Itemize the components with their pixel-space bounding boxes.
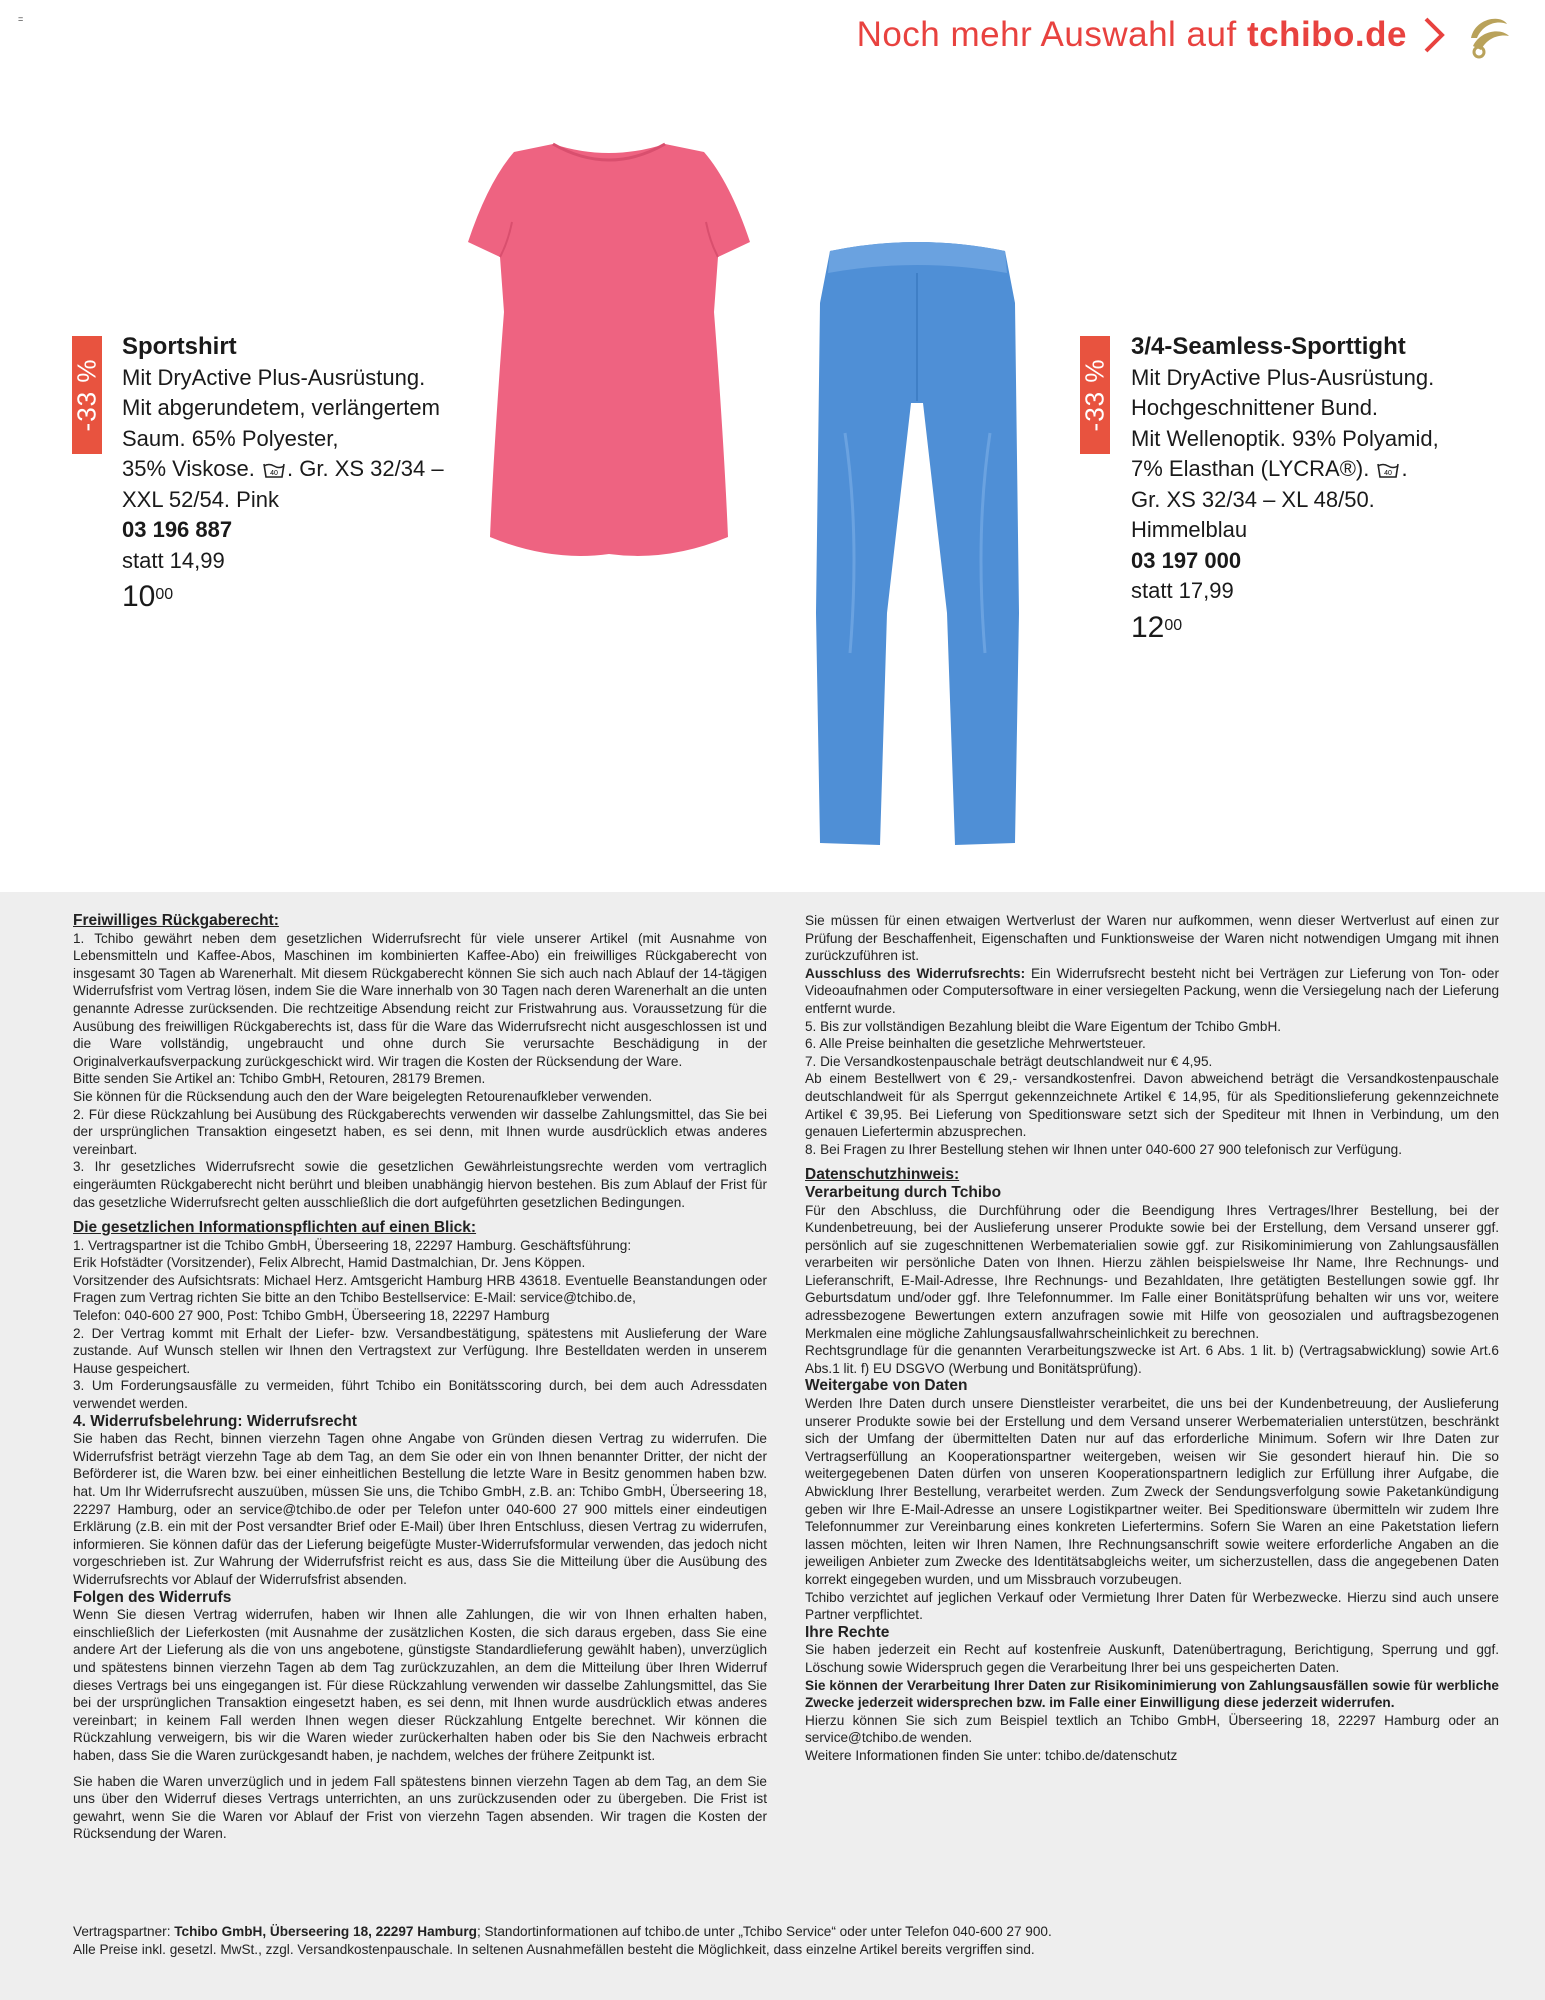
legal-paragraph: Ausschluss des Widerrufsrechts: Ein Widerrufsrecht besteht nicht bei Verträgen zur Lieferung von Ton- oder Videoaufnahmen oder Computersoftware in einer versiegelten Packung, wenn die Versiegelung nach der Lieferung entfernt wurde. (805, 965, 1499, 1016)
heading-voluntary-return: Freiwilliges Rückgaberecht: (73, 912, 279, 929)
legal-paragraph: 5. Bis zur vollständigen Bezahlung bleibt die Ware Eigentum der Tchibo GmbH. (805, 1018, 1282, 1034)
product-sporttight[interactable] (1131, 332, 1439, 643)
legal-paragraph: 3. Um Forderungsausfälle zu vermeiden, führt Tchibo ein Bonitätsscoring durch, bei dem auch Adressdaten verwendet werden. (73, 1378, 767, 1412)
article-number: 03 197 000 (1131, 547, 1242, 573)
product-desc-line: 35% Viskose. 40 . Gr. XS 32/34 – (122, 456, 444, 481)
legal-paragraph: Hierzu können Sie sich zum Beispiel textlich an Tchibo GmbH, Überseering 18, 22297 Hamburg oder an service@tchibo.de wenden. (805, 1712, 1499, 1746)
legal-paragraph: 2. Für diese Rückzahlung bei Ausübung des Rückgaberechts verwenden wir dasselbe Zahlungsmittel, das Sie bei der ursprünglichen Transaktion eingesetzt haben, es sei denn, mit Ihnen wurde ausdrücklich etwas anderes vereinbart. (73, 1106, 767, 1157)
heading-your-rights: Ihre Rechte (805, 1623, 890, 1641)
discount-badge: -33 % (1080, 336, 1110, 454)
legal-paragraph: 1. Vertragspartner ist die Tchibo GmbH, Überseering 18, 22297 Hamburg. Geschäftsführung: (73, 1237, 632, 1253)
footer-line: Alle Preise inkl. gesetzl. MwSt., zzgl. Versandkostenpauschale. In seltenen Ausnahmefällen besteht die Möglichkeit, dass einzelne Artikel bereits vergriffen sind. (73, 1942, 1035, 1957)
product-desc-line: Hochgeschnittener Bund. (1131, 395, 1379, 420)
legal-column-left (73, 912, 767, 1843)
product-desc-line: Mit Wellenoptik. 93% Polyamid, (1131, 425, 1439, 451)
legal-paragraph: Sie haben jederzeit ein Recht auf kostenfreie Auskunft, Datenübertragung, Berichtigung, Sperrung und ggf. Löschung sowie Widerspruch gegen die Verarbeitung Ihrer bei uns gespeicherten Daten. (805, 1642, 1499, 1675)
price: $12^{00}$ (1131, 610, 1183, 644)
svg-text:40: 40 (270, 470, 278, 478)
article-number: 03 196 887 (122, 517, 233, 542)
legal-paragraph: Wenn Sie diesen Vertrag widerrufen, haben wir Ihnen alle Zahlungen, die wir von Ihnen erhalten haben, einschließlich der Lieferkosten (mit Ausnahme der zusätzlichen Kosten, die sich daraus ergeben, dass Sie eine andere Art der Lieferung als die von uns angebotene, günstigste Standardlieferung gewählt haben), unverzüglich und spätestens binnen vierzehn Tagen ab dem Tag zurückzuzahlen, an dem die Mitteilung über Ihren Widerruf dieses Vertrags bei uns eingegangen ist. Für diese Rückzahlung verwenden wir dasselbe Zahlungsmittel, das Sie bei der ursprünglichen Transaktion eingesetzt haben, es sei denn, mit Ihnen wurde ausdrücklich etwas anderes vereinbart; in keinem Fall werden Ihnen wegen dieser Rückzahlung Entgelte berechnet. Wir können die Rückzahlung verweigern, bis wir die Waren wieder zurückerhalten haben oder bis Sie den Nachweis erbracht haben, dass Sie die Waren zurückgesandt haben, je nachdem, welches der frühere Zeitpunkt ist. (73, 1607, 767, 1763)
legal-paragraph: Sie können für die Rücksendung auch den der Ware beigelegten Retourenaufkleber verwenden. (73, 1088, 653, 1104)
privacy-link[interactable]: Weitere Informationen finden Sie unter: tchibo.de/datenschutz (805, 1747, 1178, 1763)
legal-paragraph: Bitte senden Sie Artikel an: Tchibo GmbH, Retouren, 28179 Bremen. (73, 1071, 486, 1087)
heading-information-duties: Die gesetzlichen Informationspflichten auf einen Blick: (73, 1219, 477, 1237)
product-desc-line: Mit abgerundetem, verlängertem (122, 395, 440, 420)
legal-paragraph: 3. Ihr gesetzliches Widerrufsrecht sowie die gesetzlichen Gewährleistungsrechte werden vom vertraglich eingeräumten Rückgaberecht nicht berührt und bleiben unabhängig hiervon bestehen. Bis zum Ablauf der Frist für das gesetzliche Widerrufsrecht gelten ausschließlich die dort aufgeführten gesetzlichen Bedingungen. (73, 1159, 767, 1210)
product-desc-line: Mit DryActive Plus-Ausrüstung. (1131, 364, 1435, 390)
discount-badge: -33 % (72, 336, 102, 454)
heading-withdrawal: 4. Widerrufsbelehrung: Widerrufsrecht (73, 1412, 357, 1430)
legal-paragraph: Sie haben die Waren unverzüglich und in jedem Fall spätestens binnen vierzehn Tagen ab dem Tag, an dem Sie uns über den Widerruf dieses Vertrags unterrichten, an uns zurückzusenden oder zu übergeben. Die Frist ist gewahrt, wenn Sie die Waren vor Ablauf der Frist von vierzehn Tagen absenden. Wir tragen die Kosten der Rücksendung der Waren. (73, 1773, 767, 1842)
legal-paragraph: Sie haben das Recht, binnen vierzehn Tagen ohne Angabe von Gründen diesen Vertrag zu widerrufen. Die Widerrufsfrist beträgt vierzehn Tage ab dem Tag, an dem Sie oder ein von Ihnen benannter Dritter, der nicht der Beförderer ist, die Waren bzw. bei einer einheitlichen Bestellung die letzte Ware in Besitz genommen haben bzw. hat. Um Ihr Widerrufsrecht auszuüben, müssen Sie uns, die Tchibo GmbH, z.B. an: Tchibo GmbH, Überseering 18, 22297 Hamburg, oder an service@tchibo.de oder per Telefon unter 040-600 27 900 mittels einer eindeutigen Erklärung (z.B. ein mit der Post versandter Brief oder E-Mail) über Ihren Entschluss, diesen Vertrag zu widerrufen, informieren. Sie können dafür das der Lieferung beigefügte Muster-Widerrufsformular verwenden, das jedoch nicht vorgeschrieben ist. Zur Wahrung der Widerrufsfrist reicht es aus, dass Sie die Mitteilung über die Ausübung des Widerrufsrechts vor Ablauf der Widerrufsfrist absenden. (73, 1431, 767, 1587)
footer-line: Vertragspartner: Tchibo GmbH, Überseering 18, 22297 Hamburg; Standortinformationen auf tchibo.de unter „Tchibo Service“ oder unter Telefon 040-600 27 900. (73, 1924, 1052, 1939)
legal-paragraph: 6. Alle Preise beinhalten die gesetzliche Mehrwertsteuer. (805, 1036, 1146, 1052)
legal-paragraph: 7. Die Versandkostenpauschale beträgt deutschlandweit nur € 4,95. (805, 1053, 1213, 1069)
tchibo-logo-icon (1461, 8, 1515, 62)
product-desc-line: Himmelblau (1131, 517, 1248, 542)
blue-sporttight-image[interactable] (805, 233, 1030, 845)
product-desc-line: Mit DryActive Plus-Ausrüstung. (122, 364, 426, 390)
corner-mark: = (18, 14, 24, 24)
product-desc-line: XXL 52/54. Pink (122, 486, 279, 512)
legal-paragraph: 8. Bei Fragen zu Ihrer Bestellung stehen wir Ihnen unter 040-600 27 900 telefonisch zur Verfügung. (805, 1141, 1402, 1157)
legal-paragraph: Für den Abschluss, die Durchführung oder die Beendigung Ihres Vertrages/Ihrer Bestellung, bei der Kundenbetreuung, bei der Auslieferung unserer Produkte sowie bei der Erstellung, dem Versand unserer ggf. persönlich auf sie zugeschnittenen Werbematerialien sowie ggf. zur Risikominimierung von Zahlungsausfällen verarbeiten wir persönliche Daten von Ihnen. Hierzu zählen beispielsweise Ihr Name, Ihre Rechnungs- und Lieferanschrift, E-Mail-Adresse, Ihre Rechnungs- und Bezahldaten, Ihre getätigten Bestellungen sowie ggf. Ihr Geburtsdatum und/oder ggf. Ihre Telefonnummer. Im Falle einer Bonitätsprüfung behalten wir uns vor, weitere adressbezogene Bewertungen extern anzufragen sowie mit Hilfe von geosozialen und auftragsbezogenen Merkmalen eine mögliche Zahlungsausfallwahrscheinlichkeit zu berechnen. (805, 1202, 1499, 1341)
chevron-right-icon (1421, 15, 1447, 55)
pink-sportshirt-image[interactable] (468, 142, 750, 557)
legal-paragraph: Werden Ihre Daten durch unsere Dienstleister verarbeitet, die uns bei der Kundenbetreuung, der Auslieferung unserer Produkte sowie bei der Erstellung und dem Versand unserer Werbematerialien unterstützen, beschränkt sich der Umfang der übermittelten Daten nur auf das erforderliche Minimum. Sofern wir Ihre Daten zur Vertragserfüllung an Kooperationspartner weitergeben, weisen wir Sie gesondert hierauf hin. Die so weitergegebenen Daten dürfen von unseren Kooperationspartnern lediglich zur Erfüllung ihrer Aufgabe, die Abwicklung Ihrer Bestellung, verarbeitet werden. Zum Zweck der Sendungsverfolgung sowie Paketankündigung geben wir Ihre E-Mail-Adresse an unsere Logistikpartner weiter. Bei Speditionsware übermitteln wir zudem Ihre Telefonnummer zur Vereinbarung eines konkreten Liefertermins. Sofern Sie Waren an eine Paketstation liefern lassen möchten, leiten wir Ihren Namen, Ihre Rechnungsanschrift sowie weitere erforderliche Angaben an die jeweiligen Anbieter zum Zwecke des Identitätsabgleichs weiter, um sicherzustellen, dass die angegebenen Daten korrekt eingegeben wurden, und um Missbrauch vorzubeugen. (805, 1396, 1499, 1587)
legal-paragraph: 1. Tchibo gewährt neben dem gesetzlichen Widerrufsrecht für viele unserer Artikel (mit Ausnahme von Lebensmitteln und Kaffee-Abos, Maschinen im kombinierten Kaffee-Abo) ein freiwilliges Rückgaberecht von insgesamt 30 Tagen ab Warenerhalt. Mit diesem Rückgaberecht können Sie sich auch nach Ablauf der 14-tägigen Widerrufsfrist vom Vertrag lösen, indem Sie die Ware innerhalb von 30 Tagen nach deren Warenerhalt an die unten genannte Adresse zurücksenden. Die rechtzeitige Absendung reicht zur Fristwahrung aus. Voraussetzung für die Ausübung des freiwilligen Rückgaberechts ist, dass für die Ware das Widerrufsrecht nicht ausgeschlossen ist und die Ware vollständig, ungebraucht und ohne durch Sie verursachte Beschädigung in der Originalverkaufsverpackung zurückgeschickt wird. Wir tragen die Kosten der Rücksendung der Ware. (73, 930, 767, 1069)
legal-paragraph: Rechtsgrundlage für die genannten Verarbeitungszwecke ist Art. 6 Abs. 1 lit. b) (Vertragsabwicklung) sowie Art.6 Abs.1 lit. f) EU DSGVO (Werbung und Bonitätsprüfung). (805, 1343, 1499, 1376)
legal-paragraph: Erik Hofstädter (Vorsitzender), Felix Albrecht, Hamid Dastmalchian, Dr. Jens Köppen. (73, 1255, 586, 1271)
product-name: 3/4-Seamless-Sporttight (1131, 333, 1406, 360)
legal-paragraph: Sie können der Verarbeitung Ihrer Daten zur Risikominimierung von Zahlungsausfällen sowie für werbliche Zwecke jederzeit widersprechen bzw. im Falle einer Einwilligung diese jederzeit widerrufen. (805, 1677, 1499, 1711)
product-desc-line: 7% Elasthan (LYCRA®). 40 . (1131, 456, 1408, 481)
legal-paragraph: 2. Der Vertrag kommt mit Erhalt der Liefer- bzw. Versandbestätigung, spätestens mit Auslieferung der Ware zustande. Auf Wunsch stellen wir Ihnen den Vertragstext zur Verfügung. Ihre Bestelldaten werden in unserem Hause gespeichert. (73, 1325, 767, 1376)
product-desc-line: Gr. XS 32/34 – XL 48/50. (1131, 486, 1375, 512)
legal-paragraph: Sie müssen für einen etwaigen Wertverlust der Waren nur aufkommen, wenn dieser Wertverlust auf einen zur Prüfung der Beschaffenheit, Eigenschaften und Funktionsweise der Waren nicht notwendigen Umgang mit ihnen zurückzuführen ist. (805, 913, 1499, 964)
footer (73, 1923, 1473, 1959)
product-name: Sportshirt (122, 333, 237, 360)
wash-40-icon (1377, 461, 1399, 479)
product-desc-line: Saum. 65% Polyester, (122, 425, 339, 451)
svg-text:40: 40 (1384, 470, 1393, 478)
product-sportshirt[interactable] (122, 332, 444, 613)
promo-banner[interactable] (857, 8, 1515, 62)
old-price: statt 17,99 (1131, 578, 1234, 603)
banner-site: tchibo.de (1246, 15, 1407, 54)
price: $10^{00}$ (122, 580, 174, 613)
heading-processing: Verarbeitung durch Tchibo (805, 1183, 1002, 1201)
wash-40-icon (263, 461, 285, 479)
legal-paragraph: Telefon: 040-600 27 900, Post: Tchibo GmbH, Überseering 18, 22297 Hamburg (73, 1308, 550, 1324)
heading-privacy: Datenschutzhinweis: (805, 1166, 960, 1184)
old-price: statt 14,99 (122, 547, 225, 573)
legal-section (0, 892, 1545, 2000)
legal-paragraph: Ab einem Bestellwert von € 29,- versandkostenfrei. Davon abweichend beträgt die Versandkostenpauschale deutschlandweit für als Sperrgut gekennzeichnete Artikel € 14,95, für als Speditionslieferung gekennzeichnete Artikel € 39,95. Bei Lieferung von Speditionsware setzt sich der Spediteur mit Ihnen in Verbindung, um den genauen Liefertermin abzusprechen. (805, 1071, 1499, 1140)
legal-column-right (805, 912, 1499, 1765)
heading-consequences: Folgen des Widerrufs (73, 1588, 232, 1606)
legal-paragraph: Tchibo verzichtet auf jeglichen Verkauf oder Vermietung Ihrer Daten für Werbezwecke. Hierzu sind auch unsere Partner verpflichtet. (805, 1589, 1499, 1623)
legal-paragraph: Vorsitzender des Aufsichtsrats: Michael Herz. Amtsgericht Hamburg HRB 43618. Eventuelle Beanstandungen oder Fragen zum Vertrag richten Sie bitte an den Tchibo Bestellservice: E-Mail: service@tchibo.de, (73, 1272, 767, 1306)
heading-data-transfer: Weitergabe von Daten (805, 1377, 968, 1395)
banner-text: Noch mehr Auswahl auf tchibo.de (856, 15, 1407, 54)
